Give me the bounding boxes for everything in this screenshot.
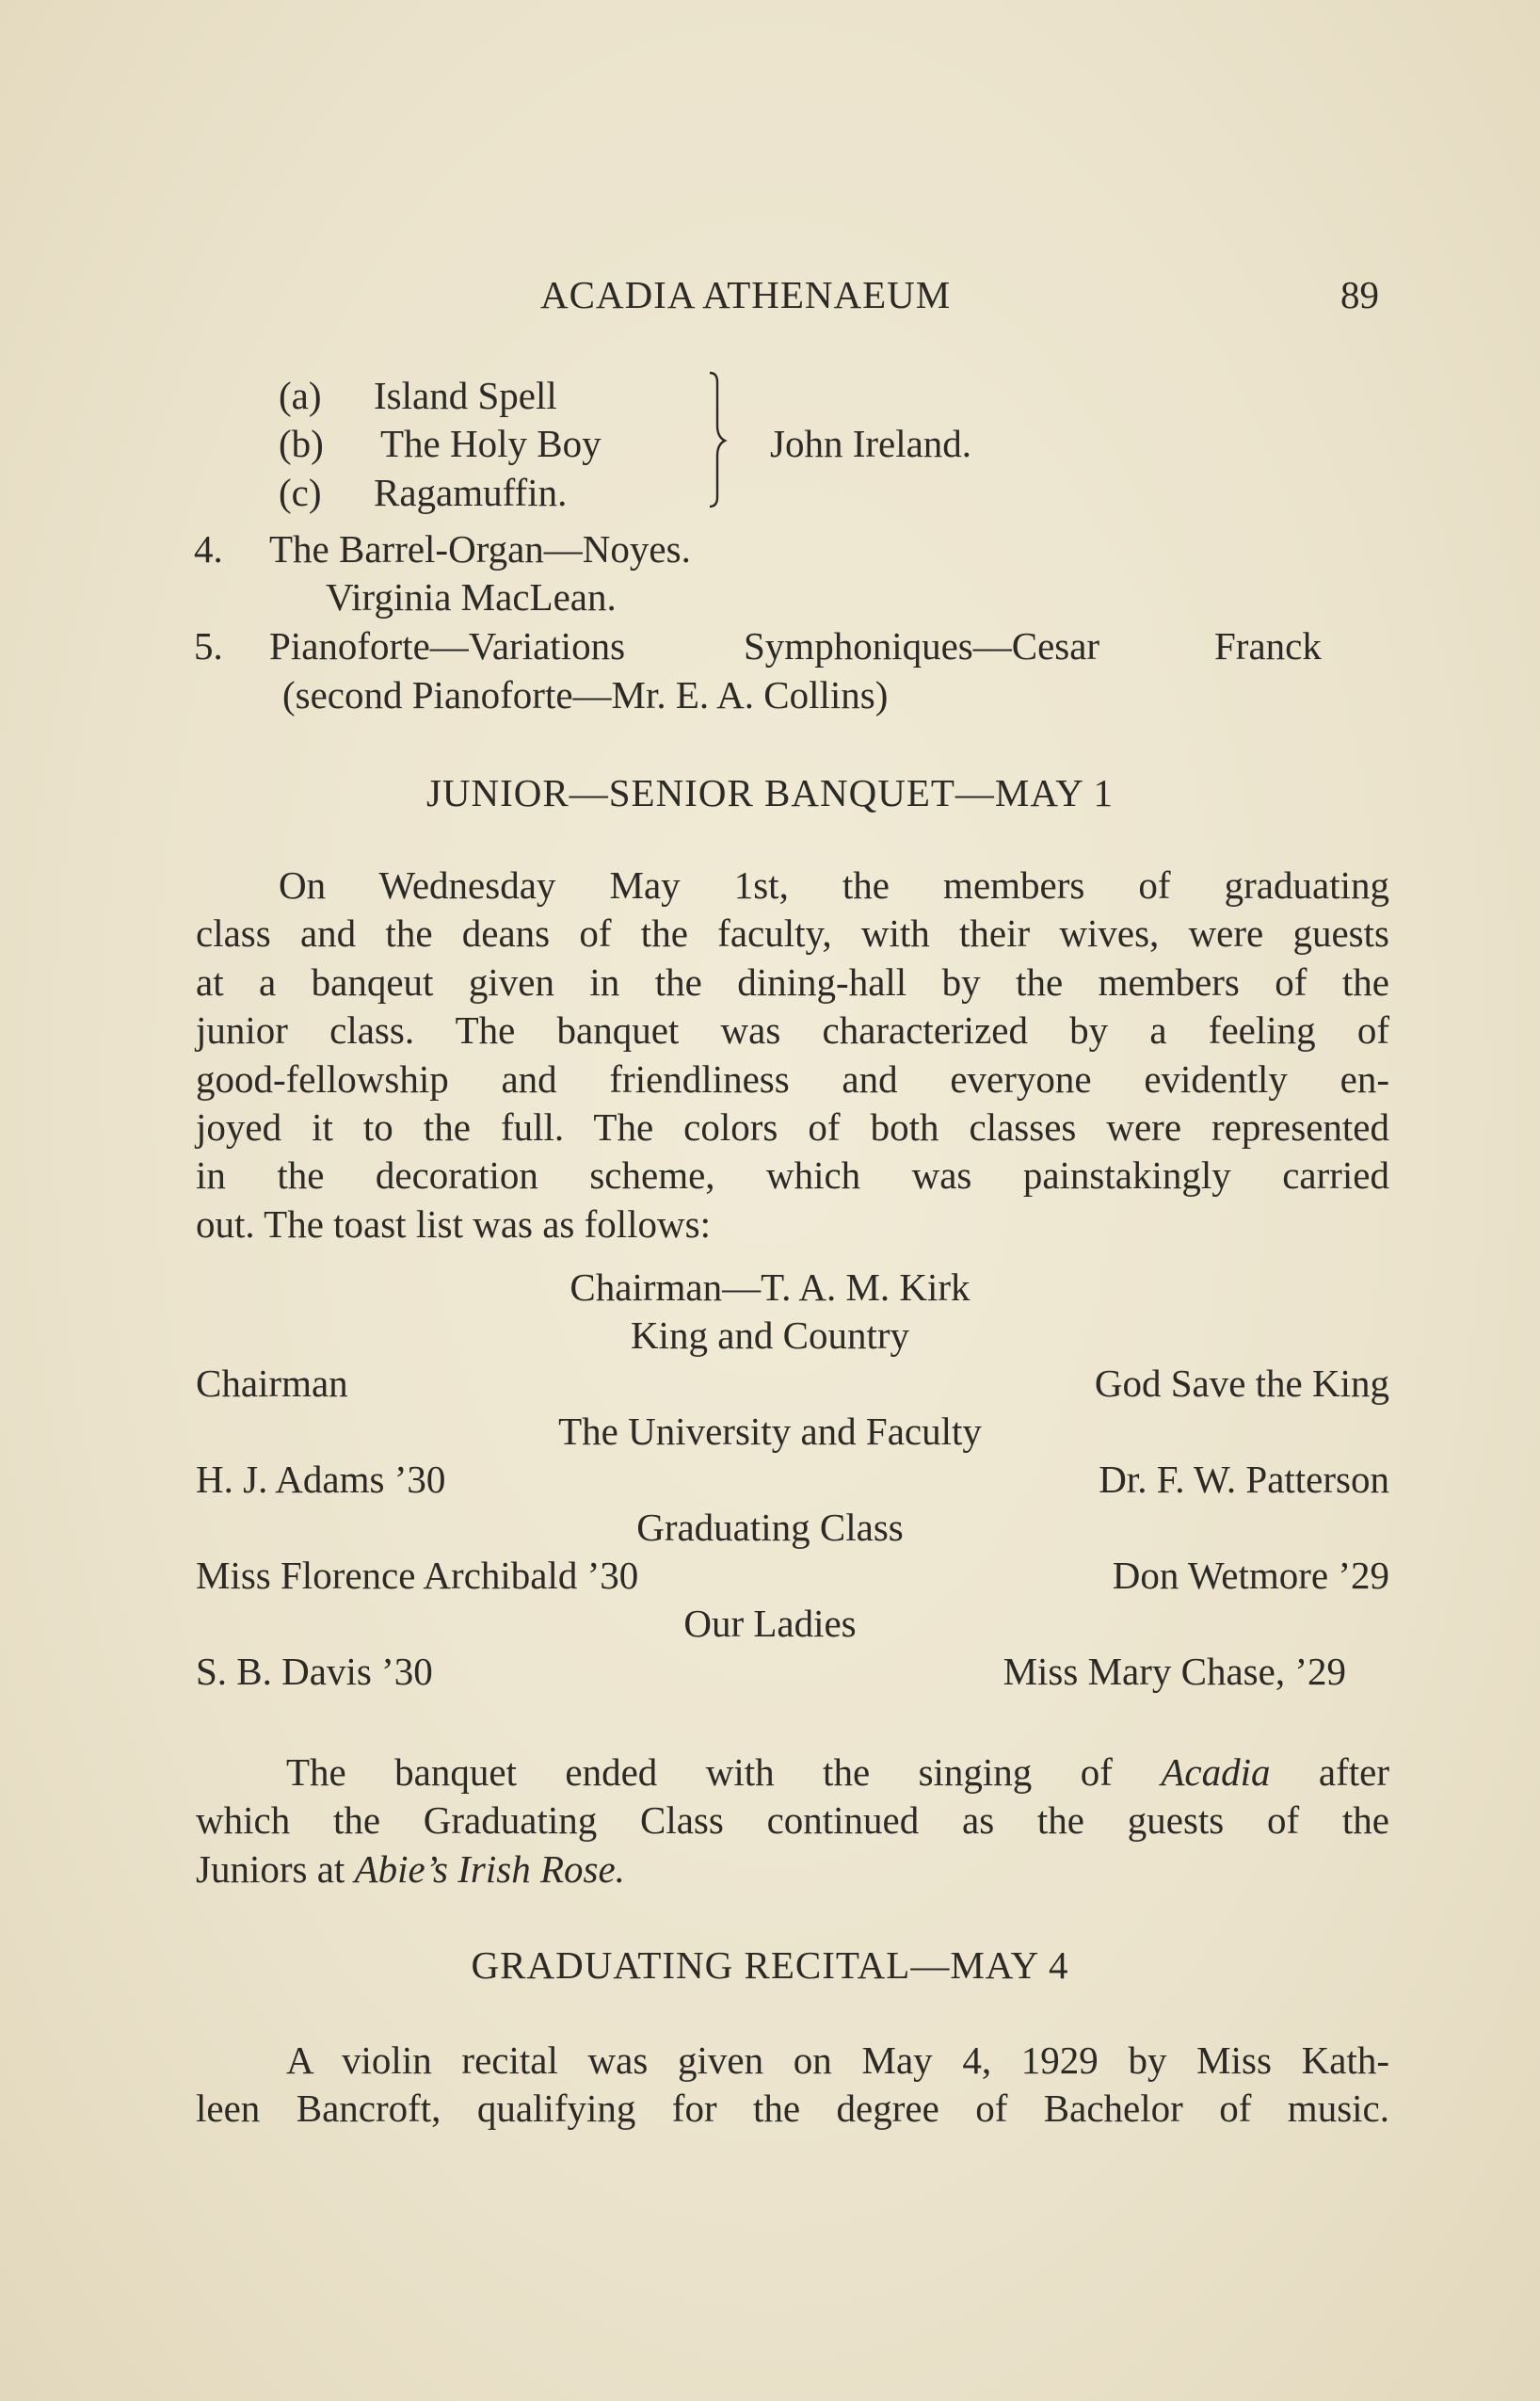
program-item-title: Symphoniques—Cesar — [744, 624, 1100, 668]
italic-text: Acadia — [1161, 1750, 1271, 1794]
text-run: Juniors at — [196, 1846, 345, 1891]
toast-respondent: Don Wetmore ’29 — [1112, 1554, 1389, 1597]
toast-title: The University and Faculty — [558, 1410, 982, 1453]
text-line: good-fellowship and friendliness and everyone evidently en- — [196, 1056, 1389, 1101]
section-heading: JUNIOR—SENIOR BANQUET—MAY 1 — [425, 771, 1115, 814]
text-line — [196, 1845, 1389, 1893]
paragraph — [196, 2037, 1389, 2134]
text-run: The banquet ended with the singing of — [286, 1750, 1113, 1794]
toast-title: Our Ladies — [683, 1602, 857, 1645]
toast-chairman: Chairman—T. A. M. Kirk — [569, 1265, 971, 1309]
composer-name: John Ireland. — [770, 422, 972, 465]
text-line: On Wednesday May 1st, the members of graduating — [279, 863, 1389, 907]
text-run: after — [1318, 1750, 1390, 1794]
program-item-title: The Barrel-Organ—Noyes. — [269, 527, 691, 571]
section-heading: GRADUATING RECITAL—MAY 4 — [471, 1943, 1069, 1987]
toast-proposer: H. J. Adams ’30 — [196, 1458, 446, 1501]
program-item-number: 4. — [194, 527, 223, 571]
program-item-title: Franck — [1214, 624, 1322, 668]
program-item-title: The Holy Boy — [380, 422, 602, 465]
toast-respondent: God Save the King — [1094, 1362, 1389, 1405]
program-note: (second Pianoforte—Mr. E. A. Collins) — [282, 673, 889, 717]
text-line: in the decoration scheme, which was painstakingly carried — [196, 1153, 1389, 1198]
italic-text: Abie’s Irish Rose. — [354, 1846, 625, 1891]
text-line: class and the deans of the faculty, with their wives, were guests — [196, 911, 1389, 956]
toast-proposer: Miss Florence Archibald ’30 — [196, 1554, 639, 1597]
paragraph — [196, 1748, 1389, 1893]
text-line: which the Graduating Class continued as the guests of the — [196, 1798, 1389, 1843]
program-performer: Virginia MacLean. — [326, 575, 617, 619]
program-item-title: Ragamuffin. — [374, 471, 568, 514]
text-line: out. The toast list was as follows: — [196, 1201, 712, 1246]
program-item-letter: (a) — [279, 374, 322, 417]
text-line: leen Bancroft, qualifying for the degree of Bachelor of music. — [196, 2087, 1389, 2131]
toast-proposer: S. B. Davis ’30 — [196, 1650, 433, 1693]
program-item-title: Pianoforte—Variations — [269, 624, 626, 668]
toast-proposer: Chairman — [196, 1362, 348, 1405]
program-item-title: Island Spell — [374, 374, 557, 417]
page-number: 89 — [1340, 273, 1379, 316]
program-item-number: 5. — [194, 624, 223, 668]
text-line: junior class. The banquet was characterized by a feeling of — [196, 1008, 1389, 1053]
toast-respondent: Miss Mary Chase, ’29 — [1003, 1650, 1346, 1693]
program-item-letter: (c) — [279, 471, 322, 514]
running-title: ACADIA ATHENAEUM — [540, 273, 952, 316]
toast-title: King and Country — [630, 1313, 910, 1357]
text-line: at a banqeut given in the dining-hall by the members of the — [196, 959, 1389, 1004]
text-line: joyed it to the full. The colors of both classes were represented — [196, 1104, 1389, 1149]
program-item-letter: (b) — [279, 422, 324, 465]
toast-respondent: Dr. F. W. Patterson — [1099, 1458, 1389, 1501]
paragraph — [196, 862, 1389, 1249]
text-line — [196, 1748, 1389, 1797]
text-line: A violin recital was given on May 4, 1929 by Miss Kath- — [286, 2038, 1389, 2082]
toast-title: Graduating Class — [636, 1506, 904, 1549]
grouping-brace — [704, 369, 732, 510]
